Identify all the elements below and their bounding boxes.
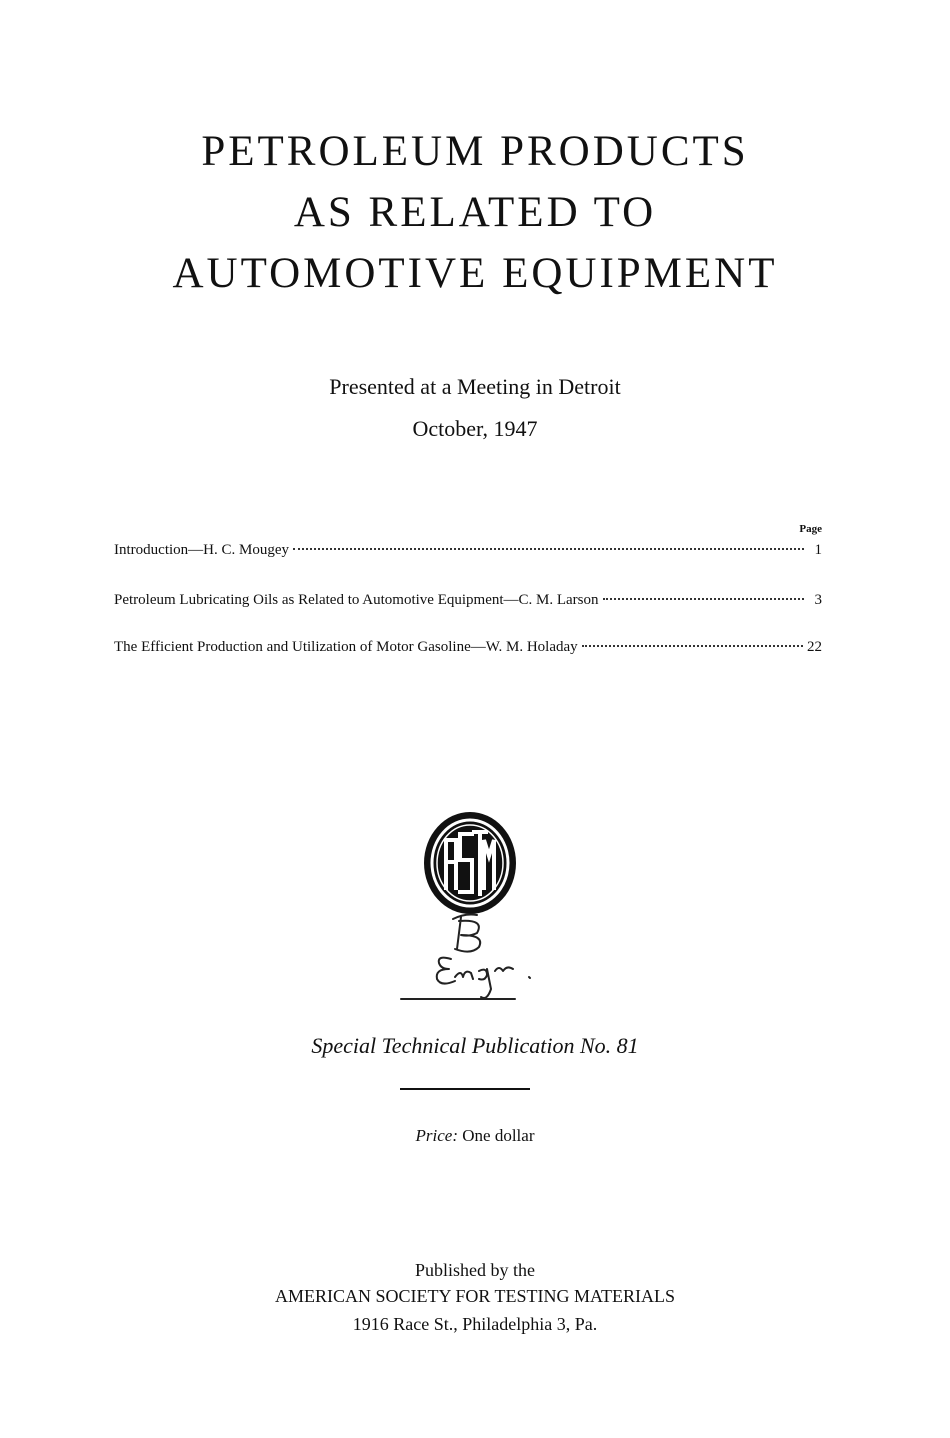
- title-line-1: PETROLEUM PRODUCTS: [201, 128, 749, 175]
- toc-entry: [114, 542, 822, 559]
- publisher-name: AMERICAN SOCIETY FOR TESTING MATERIALS: [274, 1286, 676, 1306]
- toc-entry-title: Petroleum Lubricating Oils as Related to Automotive Equipment—C. M. Larson: [114, 592, 599, 608]
- toc-leader-dots: [582, 645, 803, 647]
- toc-entry-title: The Efficient Production and Utilization of Motor Gasoline—W. M. Holaday: [114, 639, 578, 655]
- toc-entry-page: 3: [814, 592, 822, 608]
- publisher-address: 1916 Race St., Philadelphia 3, Pa.: [352, 1314, 598, 1334]
- toc-page-header: Page: [799, 523, 822, 535]
- toc-entry: [114, 639, 822, 656]
- meeting-date: October, 1947: [412, 416, 538, 441]
- price-label: Price:: [415, 1126, 458, 1145]
- meeting-line-1: Presented at a Meeting in Detroit: [329, 374, 621, 399]
- astm-seal-logo: [422, 810, 518, 916]
- toc-entry-title: Introduction—H. C. Mougey: [114, 542, 289, 558]
- publication-title: Special Technical Publication No. 81: [311, 1033, 639, 1058]
- publisher-line-1: Published by the: [415, 1260, 535, 1280]
- handwritten-note: [395, 905, 555, 1015]
- toc-leader-dots: [293, 548, 804, 550]
- title-line-3: AUTOMOTIVE EQUIPMENT: [172, 250, 778, 297]
- toc-entry: [114, 592, 822, 609]
- toc-entry-page: 1: [814, 542, 822, 558]
- price-line: [0, 1126, 950, 1146]
- toc-leader-dots: [603, 598, 804, 600]
- toc-entry-page: 22: [807, 639, 822, 655]
- divider-rule: [400, 1088, 530, 1090]
- title-line-2: AS RELATED TO: [293, 189, 657, 236]
- price-value: One dollar: [462, 1126, 535, 1145]
